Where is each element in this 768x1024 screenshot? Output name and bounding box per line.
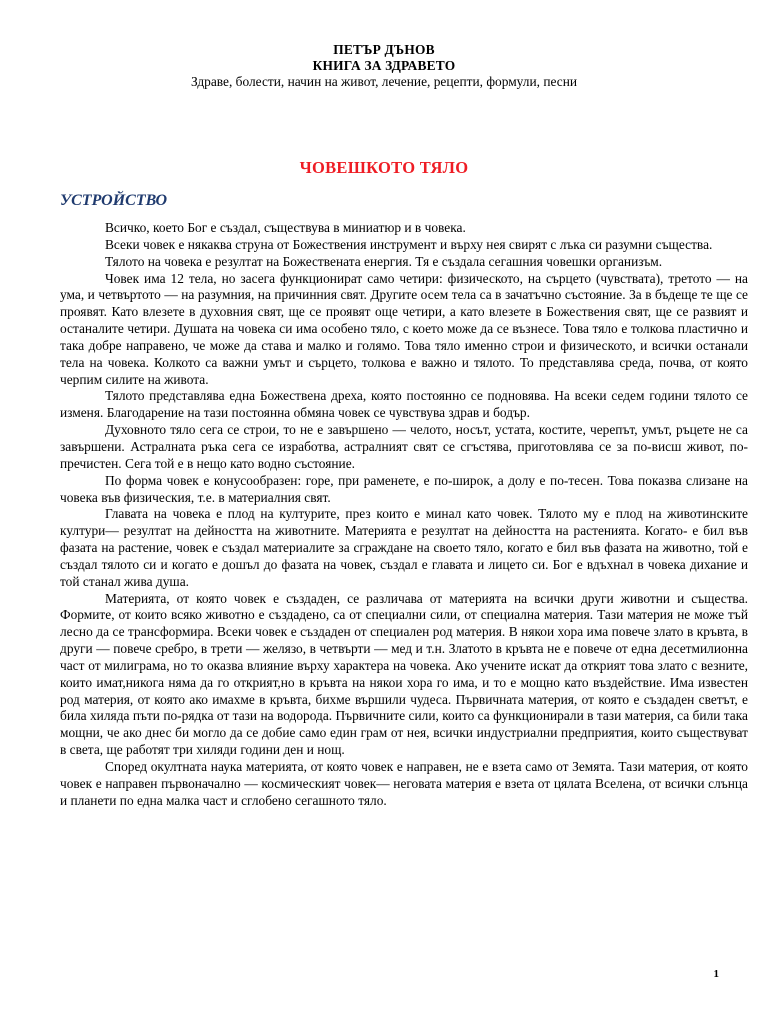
paragraph: Всичко, което Бог е създал, съществува в миниатюр и в човека. xyxy=(105,220,466,235)
book-title: КНИГА ЗА ЗДРАВЕТО xyxy=(312,58,456,73)
page-number: 1 xyxy=(713,968,719,980)
paragraph: Материята, от която човек е създаден, се различава от материята на всички други животни и същества. Формите, от които всяко животно е създадено, са от специални сили, от специална материя. Тази материя не може тъй лесно да се трансформира. Всеки човек е създаден от специален род материя. В някои хора има повече злато в кръвта, в други — повече сребро, в трети — желязо, в четвърти — мед и т.н. Златото в кръвта не е повече от една десетмилионна част от милиграма, но то оказва влияние върху характера на човека. Ако учените искат да открият това злато с везните, които имат,никога няма да го открият,но в кръвта на някои хора го има, и то е мощно като въздействие. Има известен род материя, от която ако имахме в кръвта, бихме вършили чудеса. Първичната материя, от която е създаден светът, е била хиляда пъти по-рядка от тази на водорода. Първичните сили, които са функционирали в тази материя, са били така мощни, че ако днес би могло да се добие само един грам от нея, всички индустриални предприятия, които съществуват в света, ще работят три хиляди години ден и нощ. xyxy=(60,590,748,758)
chapter-title: ЧОВЕШКОТО ТЯЛО xyxy=(299,158,469,177)
paragraph: Главата на човека е плод на културите, през които е минал като човек. Тялото му е плод на животинските култури— резултат на дейността на животните. Материята е резултат на дейността на растенията. Когато- е бил във фазата на растение, човек е създал материалите за сграждане на своето тяло, когато е бил във фазата на животно, той е създал тялото си и когато е дошъл до фазата на човек, създал е главата и лицето си. Бог е вдъхнал в човека дихание и той станал жива душа. xyxy=(60,506,748,589)
paragraph: Духовното тяло сега се строи, то не е завършено — челото, носът, устата, костите, черепът, умът, ръцете не са завършени. Астралната ръка сега се изработва, астралният свят се сгъстява, приготовлява се за по-висш живот, по-пречистен. Сега той е в нещо като водно състояние. xyxy=(60,422,748,471)
section-title: УСТРОЙСТВО xyxy=(60,192,168,209)
body-text xyxy=(60,220,748,810)
author-name: ПЕТЪР ДЪНОВ xyxy=(333,42,435,57)
book-subtitle: Здраве, болести, начин на живот, лечение, рецепти, формули, песни xyxy=(190,74,578,89)
paragraph: Според окултната наука материята, от която човек е направен, не е взета само от Земята. Тази материя, от която човек е направен първоначално — космическият човек— неговата материя е взета от цялата Вселена, от всички слънца и планети по една малка част и сглобено сегашното тяло. xyxy=(60,759,748,808)
paragraph: Тялото представлява една Божествена дреха, която постоянно се подновява. На всеки седем години тялото се изменя. Благодарение на тази постоянна обмяна човек се чувствува здрав и бодър. xyxy=(60,388,748,421)
paragraph: Човек има 12 тела, но засега функционират само четири: физическото, на сърцето (чувствата), третото — на ума, и четвъртото — на разумния, на причинния свят. Другите осем тела са в зачатъчно състояние. За в бъдеще те ще се проявят. Като влезете в духовния свят, ще се проявят още четири, а като влезете в Божествения свят, ще се развият и останалите четири. Душата на човека си има особено тяло, с което може да се възнесе. Това тяло е толкова пластично и така добре направено, че може да става и малко и голямо. Това тяло именно строи и физическото, и всички останали тела на човека. Колкото са важни умът и сърцето, толкова е важно и тялото. То представлява среда, почва, от която черпим силите на живота. xyxy=(60,270,748,387)
paragraph: По форма човек е конусообразен: горе, при раменете, е по-широк, а долу е по-тесен. Това показва слизане на човека във физическия, т.е. в материалния свят. xyxy=(60,472,748,505)
book-header xyxy=(0,42,768,90)
paragraph: Тялото на човека е резултат на Божествената енергия. Тя е създала сегашния човешки организъм. xyxy=(105,253,663,269)
paragraph: Всеки човек е някаква струна от Божествения инструмент и върху нея свирят с лъка си разумни същества. xyxy=(105,236,713,252)
